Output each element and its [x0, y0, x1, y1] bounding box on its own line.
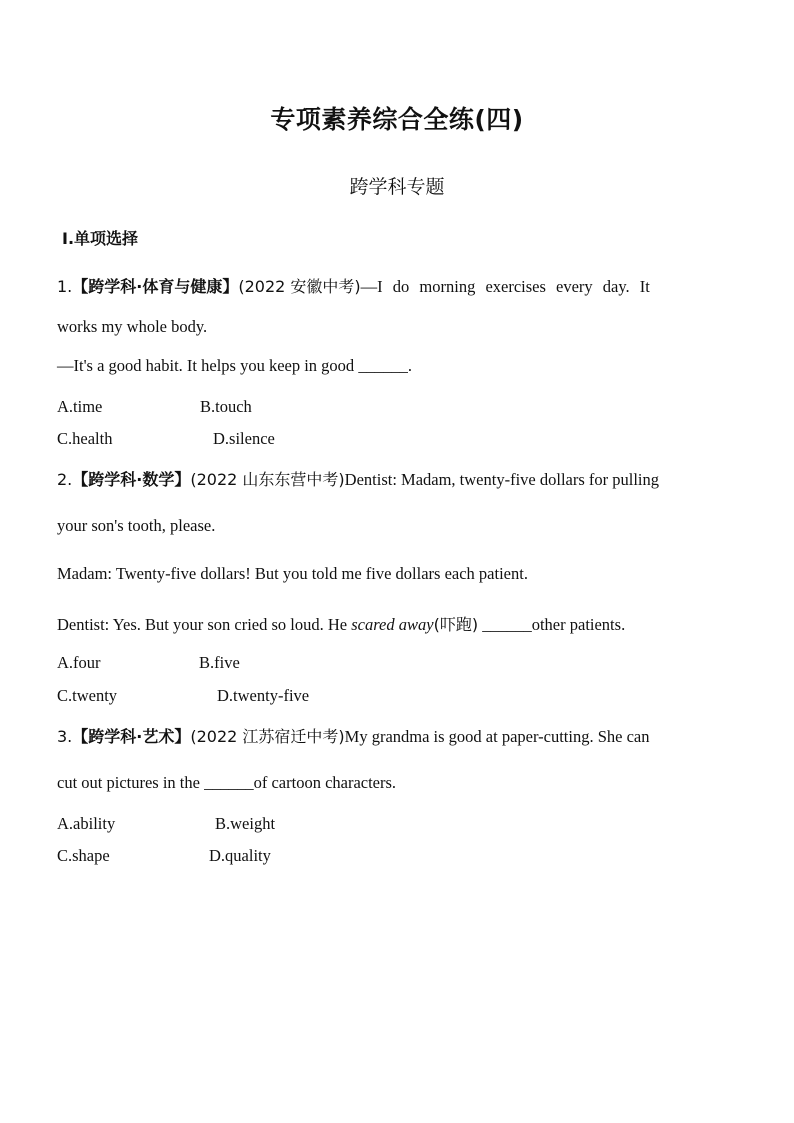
- question-2-line-4: [57, 612, 625, 635]
- question-3-option-a: A.ability: [57, 814, 116, 833]
- question-1-number: 1.: [57, 277, 73, 296]
- question-3-line-2-text: cut out pictures in the: [57, 773, 205, 792]
- question-2-source: (2022 山东东营中考): [190, 470, 345, 489]
- question-2-number: 2.: [57, 470, 73, 489]
- question-1-option-c: C.health: [57, 429, 113, 448]
- question-1-line-2: works my whole body.: [57, 317, 208, 336]
- question-1-line-3-end: .: [407, 356, 412, 375]
- question-2-blank: ______: [482, 615, 532, 634]
- question-2-option-a: A.four: [57, 653, 101, 672]
- question-1-option-b: B.touch: [200, 397, 252, 416]
- question-1-option-d: D.silence: [213, 429, 275, 448]
- question-1-text: —I do morning exercises every day. It: [360, 277, 650, 296]
- question-1-option-a: A.time: [57, 397, 103, 416]
- question-2-option-d: D.twenty-five: [217, 686, 310, 705]
- question-3-option-d: D.quality: [209, 846, 271, 865]
- question-3-line-2-end: of cartoon characters.: [253, 773, 397, 792]
- question-3-number: 3.: [57, 727, 73, 746]
- question-1-header: [57, 274, 737, 297]
- question-2-text: Dentist: Madam, twenty-five dollars for pulling: [344, 470, 660, 489]
- question-1-line-3-text: —It's a good habit. It helps you keep in good: [57, 356, 359, 375]
- question-3-option-b: B.weight: [215, 814, 276, 833]
- question-1-blank: ______: [358, 356, 408, 375]
- question-2-line-2: your son's tooth, please.: [57, 516, 216, 535]
- page-subtitle: 跨学科专题: [349, 176, 445, 198]
- question-3-line-2: [57, 773, 396, 793]
- question-2-header: [57, 467, 659, 490]
- question-1-source: (2022 安徽中考): [238, 277, 361, 296]
- question-2-option-c: C.twenty: [57, 686, 118, 705]
- question-3-blank: ______: [204, 773, 254, 792]
- question-2-italic-phrase: scared away: [351, 615, 434, 634]
- page-title: 专项素养综合全练(四): [270, 105, 524, 134]
- section-heading: Ⅰ.单项选择: [62, 229, 139, 248]
- question-1-tag: 【跨学科·体育与健康】: [72, 277, 239, 296]
- question-2-line-4-text: Dentist: Yes. But your son cried so loud. He: [57, 615, 352, 634]
- question-2-tag: 【跨学科·数学】: [72, 470, 191, 489]
- question-2-line-4-end: other patients.: [531, 615, 626, 634]
- question-3-source: (2022 江苏宿迁中考): [190, 727, 345, 746]
- question-2-option-b: B.five: [199, 653, 240, 672]
- question-3-tag: 【跨学科·艺术】: [72, 727, 191, 746]
- question-3-option-c: C.shape: [57, 846, 110, 865]
- question-2-gloss: (吓跑): [433, 615, 479, 634]
- question-1-line-3: [57, 356, 412, 376]
- question-2-line-3: Madam: Twenty-five dollars! But you told me five dollars each patient.: [57, 564, 528, 583]
- question-3-text: My grandma is good at paper-cutting. She can: [344, 727, 650, 746]
- question-3-header: [57, 724, 650, 747]
